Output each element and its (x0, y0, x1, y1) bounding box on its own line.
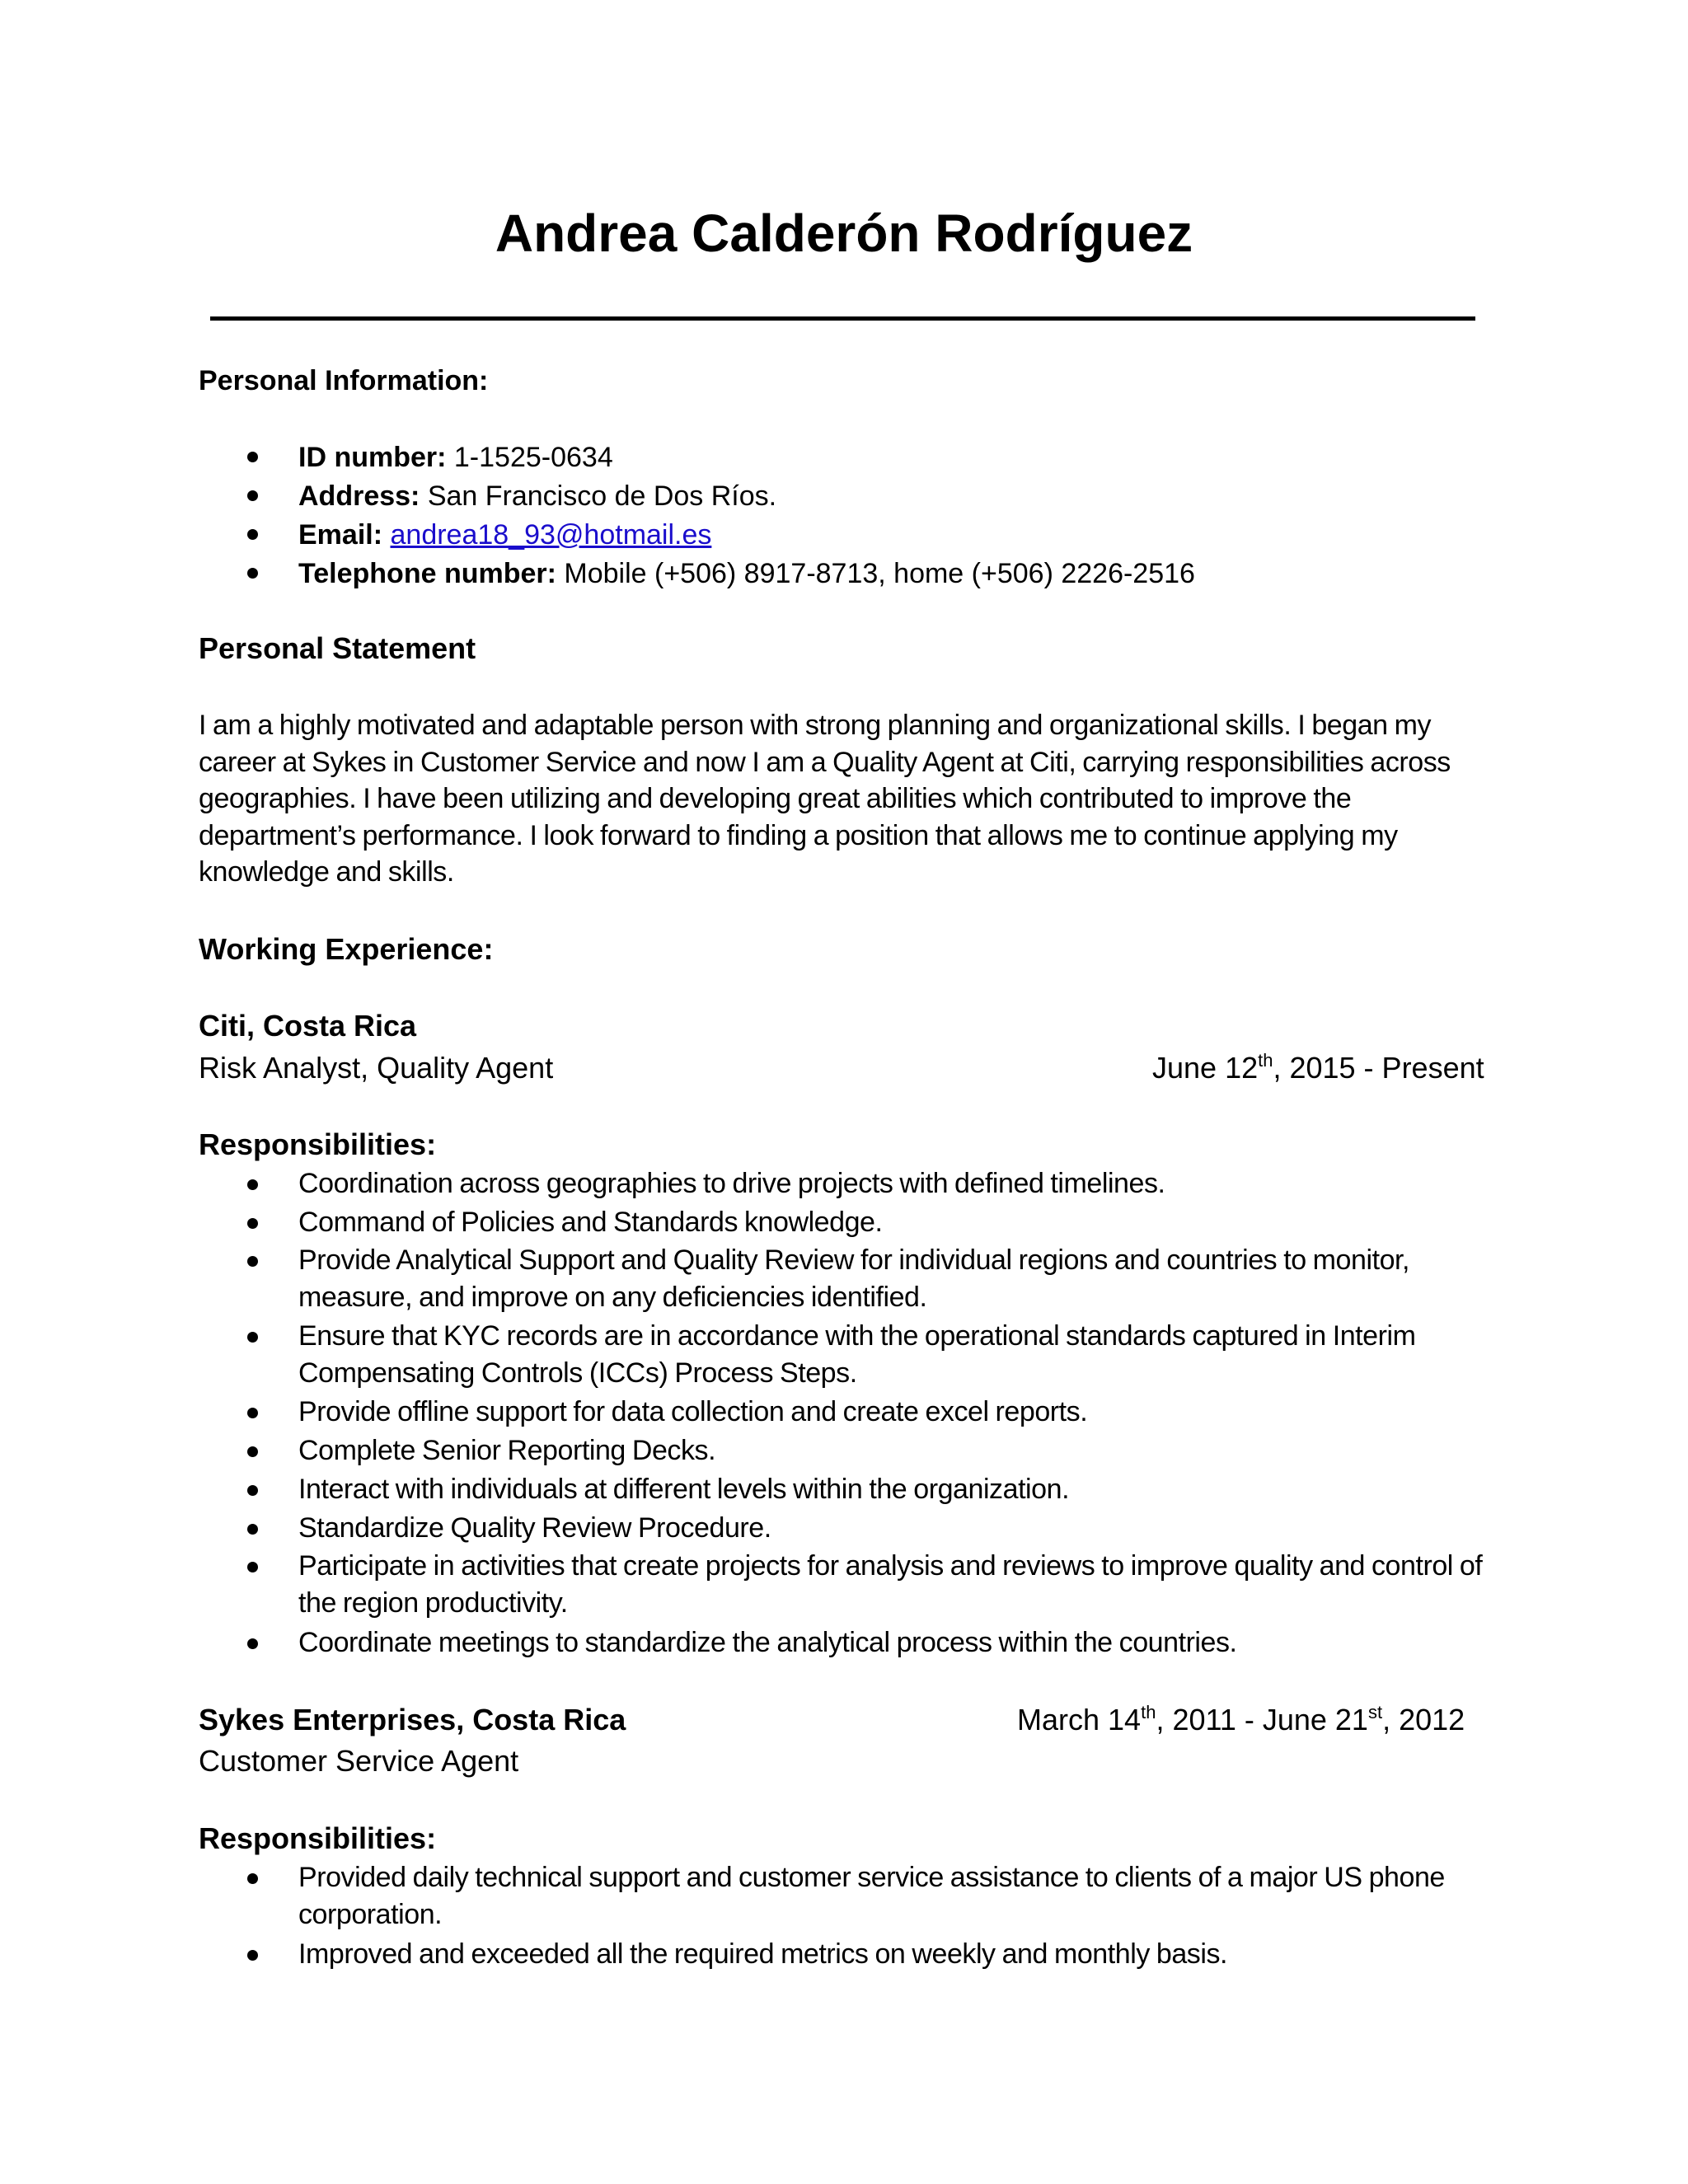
list-item (298, 478, 776, 514)
list-item: Standardize Quality Review Procedure. (298, 1512, 771, 1544)
responsibilities-heading: Responsibilities: (199, 1127, 437, 1161)
info-value-id: 1-1525-0634 (446, 442, 613, 473)
bullet-icon (247, 1218, 258, 1229)
bullet-icon (247, 1256, 258, 1267)
list-item: Ensure that KYC records are in accordance with the operational standards captured in Interim Compensating Controls (ICCs) Process Steps. (298, 1320, 1416, 1389)
email-link[interactable]: andrea18_93@hotmail.es (390, 519, 712, 551)
bullet-icon (247, 1950, 258, 1961)
personal-info-heading: Personal Information: (199, 365, 489, 396)
experience-heading: Working Experience: (199, 932, 494, 966)
info-value-telephone: Mobile (+506) 8917-8713, home (+506) 2226-2516 (556, 558, 1195, 589)
job-dates (1152, 1049, 1484, 1087)
list-item (298, 439, 613, 476)
list-item: Participate in activities that create projects for analysis and reviews to improve quality and control of the region productivity. (298, 1550, 1483, 1619)
bullet-icon (247, 1873, 258, 1884)
info-label-address: Address: (298, 480, 420, 512)
list-item: Command of Policies and Standards knowledge. (298, 1207, 883, 1238)
info-label-id: ID number: (298, 442, 447, 473)
bullet-icon (247, 452, 258, 462)
list-item: Coordinate meetings to standardize the analytical process within the countries. (298, 1627, 1237, 1658)
job-date-rest: , 2015 - Present (1273, 1051, 1484, 1085)
job-company: Sykes Enterprises, Costa Rica (199, 1703, 626, 1736)
job-date-end-suffix: st (1367, 1702, 1383, 1722)
bullet-icon (247, 490, 258, 501)
job-dates (1017, 1701, 1465, 1739)
bullet-icon (247, 1332, 258, 1343)
job-title: Risk Analyst, Quality Agent (199, 1051, 554, 1085)
bullet-icon (247, 1446, 258, 1457)
list-item (298, 555, 1195, 592)
list-item: Improved and exceeded all the required metrics on weekly and monthly basis. (298, 1938, 1227, 1970)
list-item: Provide offline support for data collection and create excel reports. (298, 1396, 1088, 1427)
list-item: Interact with individuals at different levels within the organization. (298, 1474, 1070, 1505)
job-date-start-suffix: th (1258, 1050, 1273, 1071)
job-company: Citi, Costa Rica (199, 1009, 417, 1043)
list-item: Coordination across geographies to drive projects with defined timelines. (298, 1168, 1165, 1199)
statement-text: I am a highly motivated and adaptable person with strong planning and organizational skills. I began my career at Sykes in Customer Service and now I am a Quality Agent at Citi, carrying responsibilities across geographies. I have been utilizing and developing great abilities which contributed to improve the department’s performance. I look forward to finding a position that allows me to continue applying my knowledge and skills. (199, 710, 1451, 888)
bullet-icon (247, 529, 258, 540)
bullet-icon (247, 1485, 258, 1496)
job-date-start: June 12 (1152, 1051, 1259, 1085)
list-item: Provided daily technical support and customer service assistance to clients of a major US phone corporation. (298, 1862, 1445, 1930)
bullet-icon (247, 568, 258, 579)
resume-name: Andrea Calderón Rodríguez (495, 204, 1193, 263)
info-label-email: Email: (298, 519, 383, 551)
bullet-icon (247, 1179, 258, 1190)
bullet-icon (247, 1524, 258, 1535)
bullet-icon (247, 1408, 258, 1418)
list-item: Provide Analytical Support and Quality Review for individual regions and countries to monitor, measure, and improve on any deficiencies identified. (298, 1244, 1410, 1313)
info-value-address: San Francisco de Dos Ríos. (420, 480, 777, 512)
responsibilities-heading: Responsibilities: (199, 1821, 437, 1855)
title-divider (210, 316, 1475, 321)
job-date-end: , 2012 (1382, 1703, 1465, 1736)
job-date-start: March 14 (1017, 1703, 1142, 1736)
job-title: Customer Service Agent (199, 1744, 519, 1778)
statement-heading: Personal Statement (199, 631, 476, 665)
bullet-icon (247, 1562, 258, 1572)
job-date-middle: , 2011 - June 21 (1156, 1703, 1368, 1736)
info-label-telephone: Telephone number: (298, 558, 556, 589)
bullet-icon (247, 1638, 258, 1649)
list-item: Complete Senior Reporting Decks. (298, 1435, 716, 1466)
job-date-start-suffix: th (1141, 1702, 1156, 1722)
list-item (298, 517, 711, 553)
